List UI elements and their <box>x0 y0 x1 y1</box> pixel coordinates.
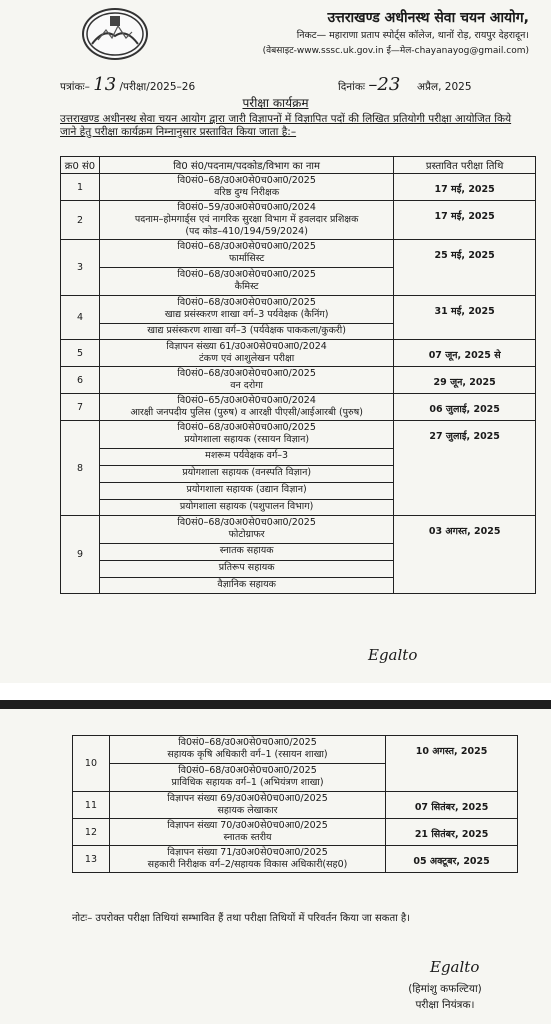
post-reference: विज्ञापन संख्या 70/उ0अ0से0च0आ0/2025 <box>167 820 328 831</box>
post-group <box>102 517 391 541</box>
post-group <box>102 202 391 238</box>
schedule-note: नोटः– उपरोक्त परीक्षा तिथियां सम्भावित हैं तथा परीक्षा तिथियों में परिवर्तन किया जा सकता है। <box>72 913 411 924</box>
post-group <box>100 448 393 463</box>
row-serial: 5 <box>61 340 100 367</box>
post-group <box>100 577 393 592</box>
organization-contact: (वेबसाइट-www.sssc.uk.gov.in ई—मेल-chayanayog@gmail.com) <box>262 46 529 56</box>
exam-schedule-table-continued <box>72 735 518 873</box>
row-serial: 13 <box>73 846 110 873</box>
header-date: प्रस्तावित परीक्षा तिथि <box>394 157 536 174</box>
post-group <box>100 499 393 514</box>
organization-name: उत्तराखण्ड अधीनस्थ सेवा चयन आयोग, <box>327 10 529 26</box>
row-serial: 6 <box>61 367 100 394</box>
post-name: स्नातक स्तरीय <box>223 832 272 843</box>
post-name: प्रयोगशाला सहायक (वनस्पति विज्ञान) <box>182 467 312 478</box>
post-name: फार्मासिस्ट <box>228 253 265 264</box>
row-exam-date: 21 सितंबर, 2025 <box>386 819 518 846</box>
signatory-designation: परीक्षा नियंत्रक। <box>415 999 475 1011</box>
post-name: प्रयोगशाला सहायक (पशुपालन विभाग) <box>179 501 314 512</box>
post-reference: विज्ञापन संख्या 61/उ0अ0से0च0आ0/2024 <box>166 341 327 352</box>
intro-paragraph: उत्तराखण्ड अधीनस्थ सेवा चयन आयोग द्वारा जारी विज्ञापनों में विज्ञापित पदों की लिखित प्रतियोगी परीक्षा आयोजित किये जाने हेतु परीक्षा कार्यक्रम निम्नानुसार प्रस्तावित किया जाता है:– <box>60 113 512 138</box>
row-posts <box>99 340 393 367</box>
row-exam-date: 17 मई, 2025 <box>394 201 536 240</box>
post-group <box>100 323 393 338</box>
row-exam-date: 17 मई, 2025 <box>394 174 536 201</box>
post-name: खाद्य प्रसंस्करण शाखा वर्ग–3 (पर्यवेक्षक पाककला/कुकरी) <box>147 325 346 336</box>
row-serial: 11 <box>73 792 110 819</box>
row-exam-date: 07 जून, 2025 से <box>394 340 536 367</box>
row-posts <box>99 201 393 240</box>
post-name: आरक्षी जनपदीय पुलिस (पुरुष) व आरक्षी पीएसी/आईआरबी (पुरुष) <box>130 407 363 418</box>
post-name: वन दरोगा <box>230 380 264 391</box>
row-posts <box>99 174 393 201</box>
document-title: परीक्षा कार्यक्रम <box>242 96 309 110</box>
post-group <box>112 793 383 817</box>
post-name: प्रयोगशाला सहायक (रसायन विज्ञान) <box>184 434 310 445</box>
post-group <box>102 341 391 365</box>
row-exam-date: 27 जुलाई, 2025 <box>394 421 536 516</box>
row-serial: 7 <box>61 394 100 421</box>
row-exam-date: 03 अगस्त, 2025 <box>394 516 536 594</box>
post-name: (पद कोड–410/194/59/2024) <box>185 226 308 237</box>
row-serial: 12 <box>73 819 110 846</box>
row-posts <box>109 819 385 846</box>
row-exam-date: 29 जून, 2025 <box>394 367 536 394</box>
post-group <box>102 368 391 392</box>
organization-address: निकट— महाराणा प्रताप स्पोर्ट्स कॉलेज, थानों रोड़, रायपुर देहरादून। <box>296 30 529 41</box>
post-name: मशरूम पर्यवेक्षक वर्ग–3 <box>205 450 289 461</box>
table-row <box>61 201 536 240</box>
exam-schedule-table <box>60 156 536 594</box>
table-row <box>61 421 536 516</box>
post-name: फोटोग्राफर <box>228 529 265 540</box>
emblem-icon <box>84 10 146 58</box>
post-name: सहायक लेखाकार <box>217 805 278 816</box>
letter-number: पत्रांकः– 13 /परीक्षा/2025–26 <box>60 74 196 95</box>
post-reference: वि0सं0–68/उ0अ0से0च0आ0/2025 <box>177 241 316 252</box>
row-posts <box>99 394 393 421</box>
post-group <box>100 482 393 497</box>
post-reference: वि0सं0–59/उ0अ0से0च0आ0/2024 <box>177 202 316 213</box>
post-reference: वि0सं0–68/उ0अ0से0च0आ0/2025 <box>177 517 316 528</box>
table-row <box>61 340 536 367</box>
table-row <box>61 516 536 594</box>
post-reference: वि0सं0–68/उ0अ0से0च0आ0/2025 <box>177 269 316 280</box>
post-group <box>110 763 385 790</box>
table-row <box>61 394 536 421</box>
row-serial: 1 <box>61 174 100 201</box>
post-name: पदनाम–होमगार्ड्स एवं नागरिक सुरक्षा विभाग में हवलदार प्रशिक्षक <box>134 214 359 225</box>
page-separator <box>0 700 551 709</box>
row-serial: 4 <box>61 296 100 340</box>
post-name: खाद्य प्रसंस्करण शाखा वर्ग–3 पर्यवेक्षक (कैनिंग) <box>164 309 329 320</box>
post-group <box>100 267 393 294</box>
row-posts <box>99 240 393 296</box>
post-name: कैमिस्ट <box>234 281 259 292</box>
row-posts <box>109 846 385 873</box>
post-group <box>100 465 393 480</box>
signatory-name: (हिमांशु कफल्टिया) <box>408 983 482 995</box>
post-group <box>112 737 383 761</box>
row-serial: 8 <box>61 421 100 516</box>
post-reference: वि0सं0–68/उ0अ0से0च0आ0/2025 <box>177 297 316 308</box>
row-serial: 2 <box>61 201 100 240</box>
post-name: वरिष्ठ दुग्ध निरीक्षक <box>214 187 280 198</box>
row-exam-date: 05 अक्टूबर, 2025 <box>386 846 518 873</box>
post-group <box>102 395 391 419</box>
post-name: प्रयोगशाला सहायक (उद्यान विज्ञान) <box>186 484 307 495</box>
row-exam-date: 10 अगस्त, 2025 <box>386 736 518 792</box>
post-group <box>100 543 393 558</box>
row-exam-date: 07 सितंबर, 2025 <box>386 792 518 819</box>
signature-mark: Egalto <box>430 958 480 976</box>
post-reference: वि0सं0–68/उ0अ0से0च0आ0/2025 <box>178 765 317 776</box>
table-row <box>61 367 536 394</box>
post-name: सहायक कृषि अधिकारी वर्ग–1 (रसायन शाखा) <box>167 749 328 760</box>
post-reference: विज्ञापन संख्या 69/उ0अ0से0च0आ0/2025 <box>167 793 328 804</box>
row-serial: 10 <box>73 736 110 792</box>
table-row <box>73 736 518 792</box>
row-exam-date: 31 मई, 2025 <box>394 296 536 340</box>
letter-date-handwritten: –23 <box>368 74 401 95</box>
row-exam-date: 25 मई, 2025 <box>394 240 536 296</box>
table-row <box>61 296 536 340</box>
header-post: वि0 सं0/पदनाम/पदकोड/विभाग का नाम <box>99 157 393 174</box>
row-exam-date: 06 जुलाई, 2025 <box>394 394 536 421</box>
table-row <box>73 819 518 846</box>
row-posts <box>99 296 393 340</box>
post-reference: वि0सं0–68/उ0अ0से0च0आ0/2025 <box>178 737 317 748</box>
row-posts <box>99 516 393 594</box>
signature-mark-page-1: Egalto <box>368 646 418 664</box>
header-serial: क्र0 सं0 <box>61 157 100 174</box>
post-group <box>102 422 391 446</box>
post-group <box>112 847 383 871</box>
row-posts <box>99 421 393 516</box>
post-reference: विज्ञापन संख्या 71/उ0अ0से0च0आ0/2025 <box>167 847 328 858</box>
table-row <box>61 174 536 201</box>
row-posts <box>109 736 385 792</box>
post-reference: वि0सं0–68/उ0अ0से0च0आ0/2025 <box>177 175 316 186</box>
post-name: प्राविधिक सहायक वर्ग–1 (अभियंत्रण शाखा) <box>171 777 324 788</box>
row-posts <box>99 367 393 394</box>
post-name: टंकण एवं आशुलेखन परीक्षा <box>199 353 295 364</box>
commission-logo <box>82 8 148 60</box>
post-group <box>102 241 391 265</box>
letter-number-handwritten: 13 <box>93 74 117 95</box>
post-reference: वि0सं0–68/उ0अ0से0च0आ0/2025 <box>177 422 316 433</box>
table-row <box>73 846 518 873</box>
post-group <box>102 297 391 321</box>
table-row <box>61 240 536 296</box>
post-reference: वि0सं0–68/उ0अ0से0च0आ0/2025 <box>177 368 316 379</box>
post-group <box>112 820 383 844</box>
row-posts <box>109 792 385 819</box>
post-name: स्नातक सहायक <box>219 545 274 556</box>
row-serial: 9 <box>61 516 100 594</box>
row-serial: 3 <box>61 240 100 296</box>
table-row <box>73 792 518 819</box>
post-name: वैज्ञानिक सहायक <box>217 579 276 590</box>
post-group <box>102 175 391 199</box>
letter-date: दिनांकः –23 अप्रैल, 2025 <box>338 74 472 95</box>
post-group <box>100 560 393 575</box>
table-header-row <box>61 157 536 174</box>
post-name: सहकारी निरीक्षक वर्ग–2/सहायक विकास अधिकारी(सह0) <box>147 859 348 870</box>
post-reference: वि0सं0–65/उ0अ0से0च0आ0/2024 <box>177 395 316 406</box>
post-name: प्रतिरूप सहायक <box>218 562 275 573</box>
